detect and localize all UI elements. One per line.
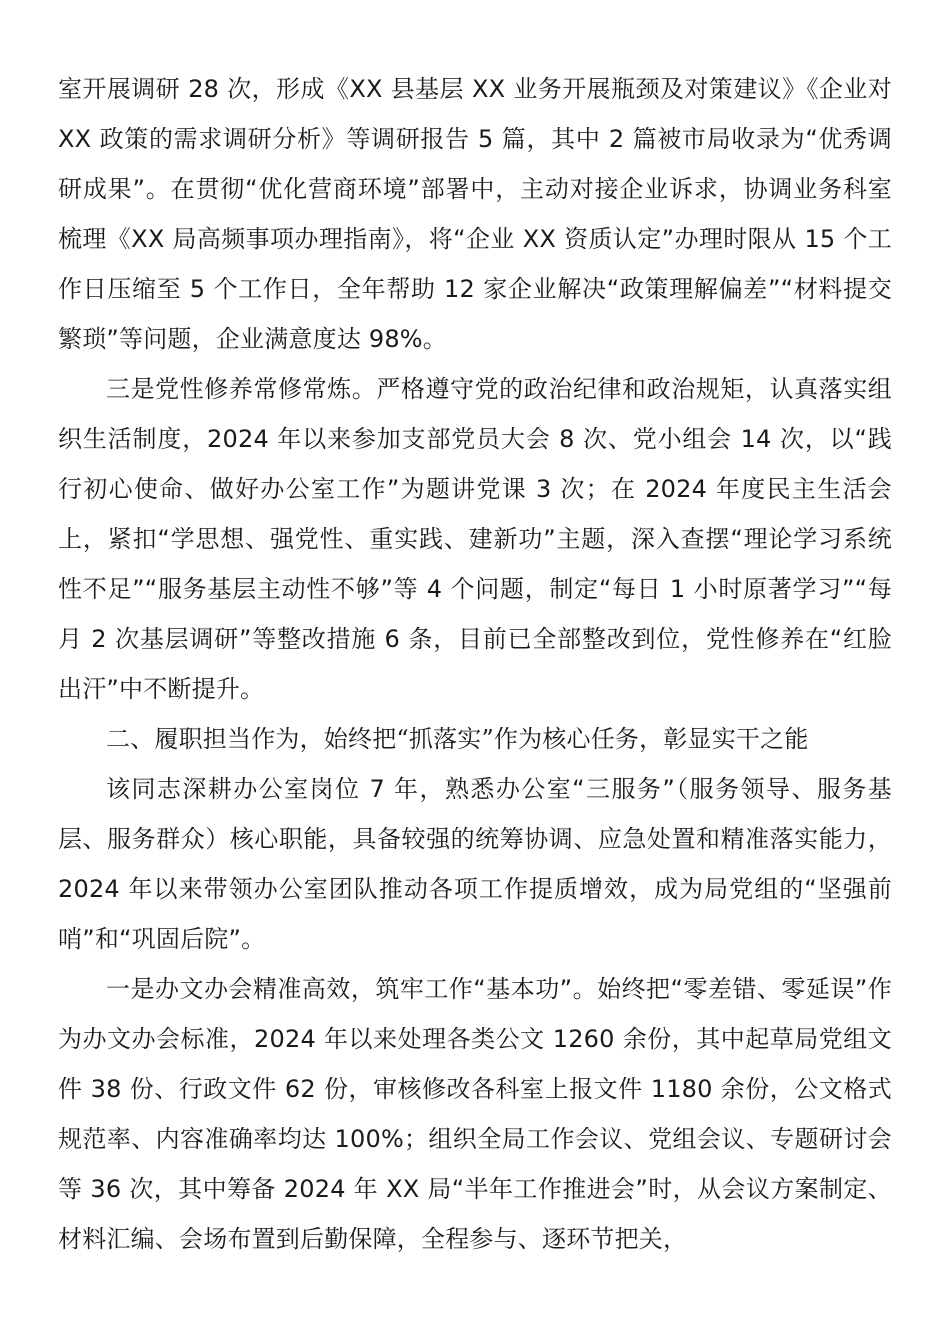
document-body (58, 64, 892, 1264)
section-heading-duty: 二、履职担当作为，始终把“抓落实”作为核心任务，彰显实干之能 (106, 725, 809, 753)
paragraph-party-cultivation: 三是党性修养常修常炼。严格遵守党的政治纪律和政治规矩，认真落实组织生活制度，2024 年以来参加支部党员大会 8 次、党小组会 14 次，以“践行初心使命、做好办公室工作”为题讲党课 3 次；在 2024 年度民主生活会上，紧扣“学思想、强党性、重实践、建新功”主题，深入查摆“理论学习系统性不足”“服务基层主动性不够”等 4 个问题，制定“每日 1 小时原著学习”“每月 2 次基层调研”等整改措施 6 条，目前已全部整改到位，党性修养在“红脸出汗”中不断提升。 (58, 375, 892, 703)
paragraph-research-continuation: 室开展调研 28 次，形成《XX 县基层 XX 业务开展瓶颈及对策建议》《企业对 XX 政策的需求调研分析》等调研报告 5 篇，其中 2 篇被市局收录为“优秀调研成果”。在贯彻“优化营商环境”部署中，主动对接企业诉求，协调业务科室梳理《XX 局高频事项办理指南》，将“企业 XX 资质认定”办理时限从 15 个工作日压缩至 5 个工作日，全年帮助 12 家企业解决“政策理解偏差”“材料提交繁琐”等问题，企业满意度达 98%。 (58, 75, 892, 353)
paragraph-office-overview: 该同志深耕办公室岗位 7 年，熟悉办公室“三服务”（服务领导、服务基层、服务群众）核心职能，具备较强的统筹协调、应急处置和精准落实能力，2024 年以来带领办公室团队推动各项工作提质增效，成为局党组的“坚强前哨”和“巩固后院”。 (58, 775, 892, 953)
paragraph-documents-meetings: 一是办文办会精准高效，筑牢工作“基本功”。始终把“零差错、零延误”作为办文办会标准，2024 年以来处理各类公文 1260 余份，其中起草局党组文件 38 份、行政文件 62 份，审核修改各科室上报文件 1180 余份，公文格式规范率、内容准确率均达 100%；组织全局工作会议、党组会议、专题研讨会等 36 次，其中筹备 2024 年 XX 局“半年工作推进会”时，从会议方案制定、材料汇编、会场布置到后勤保障，全程参与、逐环节把关， (58, 975, 892, 1253)
